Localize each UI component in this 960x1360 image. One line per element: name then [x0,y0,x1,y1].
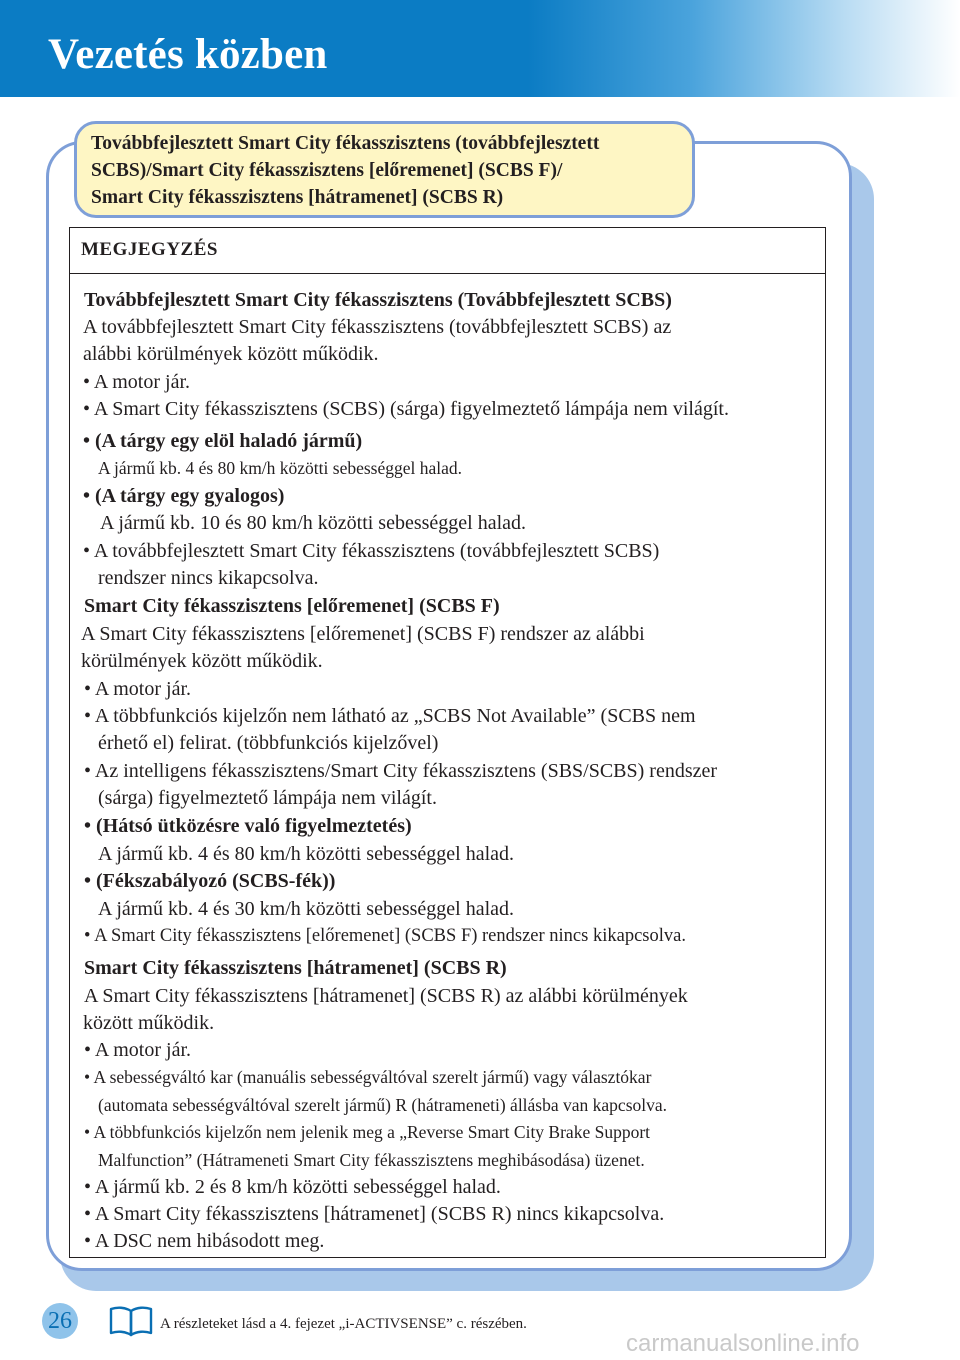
subsection-heading: Smart City fékasszisztens [előremenet] (SCBS F) [84,595,500,617]
note-text-line: A jármű kb. 4 és 30 km/h közötti sebességgel halad. [98,898,515,920]
section-title-line: SCBS)/Smart City fékasszisztens [előremenet] (SCBS F)/ [91,160,563,181]
section-title-box [74,121,695,218]
note-text-line: A Smart City fékasszisztens [előremenet] (SCBS F) rendszer az alábbi [81,623,645,645]
subsection-heading: Továbbfejlesztett Smart City fékasszisztens (Továbbfejlesztett SCBS) [84,289,672,311]
note-text-line: (sárga) figyelmeztető lámpája nem világít. [98,787,437,809]
note-text-line: érhető el) felirat. (többfunkciós kijelzővel) [98,732,439,754]
bullet-item: • A DSC nem hibásodott meg. [84,1230,325,1252]
bullet-item: • Az intelligens fékasszisztens/Smart City fékasszisztens (SBS/SCBS) rendszer [84,760,718,782]
bullet-item: • A többfunkciós kijelzőn nem látható az „SCBS Not Available” (SCBS nem [84,705,696,727]
page-title: Vezetés közben [48,31,328,78]
note-text-line: között működik. [83,1012,215,1034]
note-text-line: Malfunction” (Hátrameneti Smart City fékasszisztens meghibásodása) üzenet. [98,1150,645,1170]
bullet-item: • (Hátsó ütközésre való figyelmeztetés) [84,815,412,837]
bullet-item: • (A tárgy egy elöl haladó jármű) [83,430,363,452]
bullet-item: • A motor jár. [83,371,191,393]
note-header [70,228,825,274]
bullet-item: • (Fékszabályozó (SCBS-fék)) [84,870,336,892]
note-text-line: A jármű kb. 4 és 80 km/h közötti sebességgel halad. [98,458,463,478]
bullet-item: • A többfunkciós kijelzőn nem jelenik meg a „Reverse Smart City Brake Support [84,1122,651,1142]
bullet-item: • A Smart City fékasszisztens (SCBS) (sárga) figyelmeztető lámpája nem világít. [83,398,729,420]
header-band [0,0,960,97]
book-icon [108,1305,154,1337]
note-text-line: A jármű kb. 4 és 80 km/h közötti sebességgel halad. [98,843,515,865]
note-text-line: A jármű kb. 10 és 80 km/h közötti sebességgel halad. [100,512,527,534]
note-heading: MEGJEGYZÉS [81,239,218,260]
bullet-item: • A sebességváltó kar (manuális sebességváltóval szerelt jármű) vagy választókar [84,1067,652,1087]
bullet-item: • A motor jár. [84,678,192,700]
watermark: carmanualsonline.info [626,1330,860,1357]
footer-reference: A részleteket lásd a 4. fejezet „i-ACTIVSENSE” c. részében. [160,1316,527,1332]
subsection-heading: Smart City fékasszisztens [hátramenet] (SCBS R) [84,957,507,979]
bullet-item: • A Smart City fékasszisztens [előremenet] (SCBS F) rendszer nincs kikapcsolva. [84,926,686,946]
note-text-line: A Smart City fékasszisztens [hátramenet] (SCBS R) az alábbi körülmények [84,985,688,1007]
bullet-item: • A továbbfejlesztett Smart City fékasszisztens (továbbfejlesztett SCBS) [83,540,660,562]
note-text-line: A továbbfejlesztett Smart City fékasszisztens (továbbfejlesztett SCBS) az [83,316,672,338]
bullet-item: • A motor jár. [84,1039,192,1061]
section-title-line: Továbbfejlesztett Smart City fékasszisztens (továbbfejlesztett [91,133,600,154]
note-text-line: (automata sebességváltóval szerelt jármű) R (hátrameneti) állásba van kapcsolva. [98,1095,668,1115]
page-number-badge [42,1303,78,1339]
page-number: 26 [48,1308,72,1334]
bullet-item: • (A tárgy egy gyalogos) [83,485,285,507]
section-title-line: Smart City fékasszisztens [hátramenet] (SCBS R) [91,187,504,208]
bullet-item: • A jármű kb. 2 és 8 km/h közötti sebességgel halad. [84,1176,501,1198]
note-text-line: alábbi körülmények között működik. [83,343,379,365]
bullet-item: • A Smart City fékasszisztens [hátramenet] (SCBS R) nincs kikapcsolva. [84,1203,665,1225]
note-text-line: rendszer nincs kikapcsolva. [98,567,319,589]
note-box [69,227,826,1258]
note-text-line: körülmények között működik. [81,650,323,672]
